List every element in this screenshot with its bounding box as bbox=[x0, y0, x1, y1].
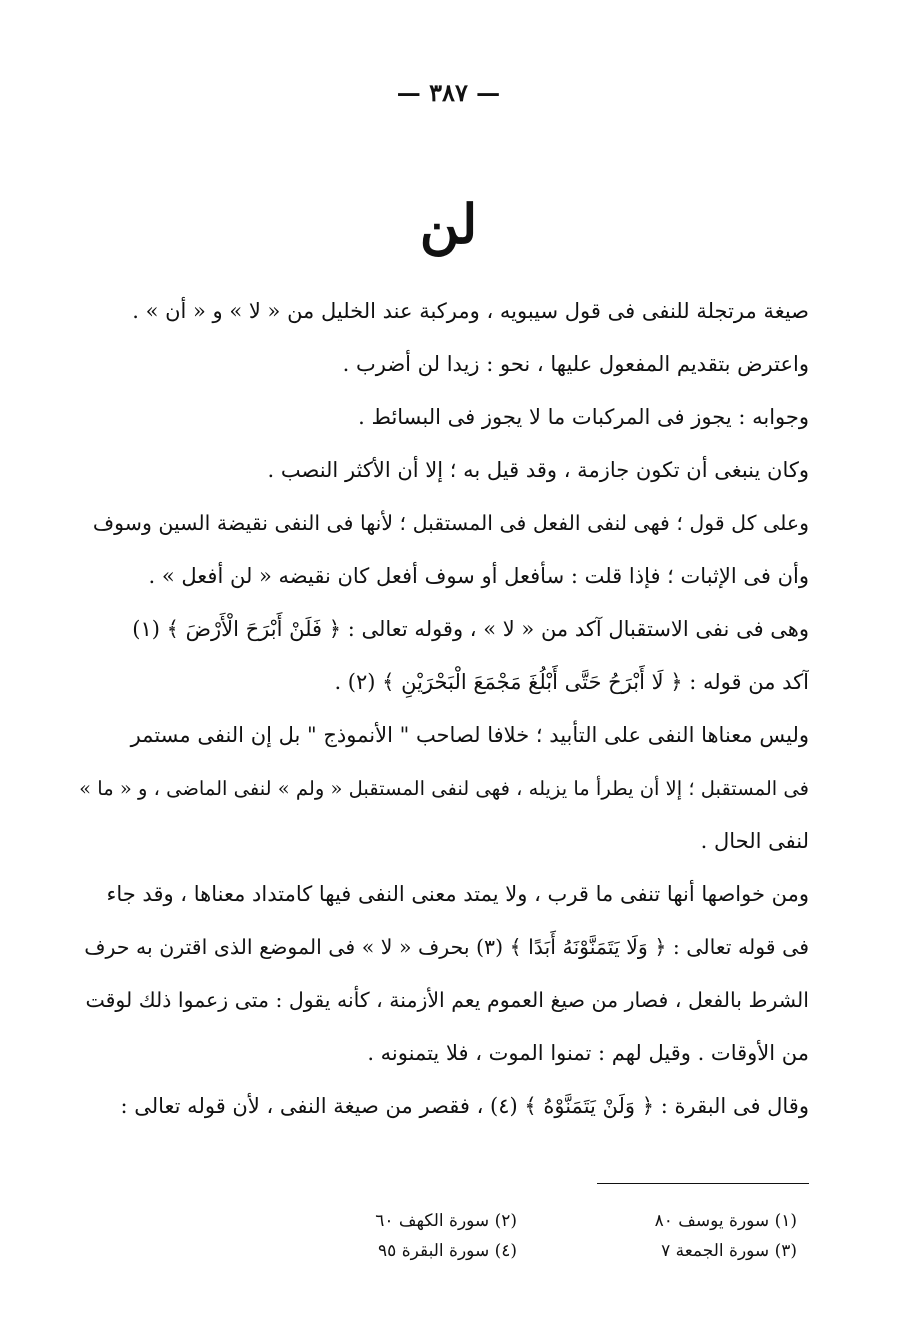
paragraph bbox=[79, 391, 809, 444]
footnote: (٤) سورة البقرة ٩٥ bbox=[378, 1241, 517, 1261]
paragraph bbox=[79, 285, 809, 338]
paragraph bbox=[79, 603, 809, 709]
text-line: وأن فى الإثبات ؛ فإذا قلت : سأفعل أو سوف أفعل كان نقيضه « لن أفعل » . bbox=[148, 564, 809, 588]
text-line: وعلى كل قول ؛ فهى لنفى الفعل فى المستقبل ؛ لأنها فى النفى نقيضة السين وسوف bbox=[92, 511, 809, 535]
body-text bbox=[79, 285, 809, 1133]
paragraph bbox=[79, 1080, 809, 1133]
text-line: فى قوله تعالى : ﴿ وَلَا يَتَمَنَّوْنَهُ أَبَدًا ﴾ (٣) بحرف « لا » فى الموضع الذى اقترن به حرف bbox=[84, 935, 809, 959]
text-line: وهى فى نفى الاستقبال آكد من « لا » ، وقوله تعالى : ﴿ فَلَنْ أَبْرَحَ الْأَرْضَ ﴾ (١) bbox=[132, 617, 809, 641]
text-line: فى المستقبل ؛ إلا أن يطرأ ما يزيله ، فهى لنفى المستقبل « ولم » لنفى الماضى ، و « ما » bbox=[79, 777, 809, 800]
paragraph bbox=[79, 709, 809, 868]
text-line: صيغة مرتجلة للنفى فى قول سيبويه ، ومركبة عند الخليل من « لا » و « أن » . bbox=[132, 299, 809, 323]
footnote-row bbox=[277, 1206, 797, 1236]
text-line: وقال فى البقرة : ﴿ وَلَنْ يَتَمَنَّوْهُ ﴾ (٤) ، فقصر من صيغة النفى ، لأن قوله تعالى : bbox=[120, 1094, 809, 1118]
paragraph bbox=[79, 497, 809, 603]
text-line: وكان ينبغى أن تكون جازمة ، وقد قيل به ؛ إلا أن الأكثر النصب . bbox=[267, 458, 809, 482]
text-line: واعترض بتقديم المفعول عليها ، نحو : زيدا لن أضرب . bbox=[342, 352, 809, 376]
paragraph bbox=[79, 868, 809, 1080]
text-line: الشرط بالفعل ، فصار من صيغ العموم يعم الأزمنة ، كأنه يقول : متى زعموا ذلك لوقت bbox=[85, 988, 809, 1012]
text-line: آكد من قوله : ﴿ لَا أَبْرَحُ حَتَّى أَبْلُغَ مَجْمَعَ الْبَحْرَيْنِ ﴾ (٢) . bbox=[334, 670, 809, 694]
page-number: — ٣٨٧ — bbox=[396, 78, 501, 107]
section-heading: لن bbox=[419, 192, 478, 256]
text-line: وجوابه : يجوز فى المركبات ما لا يجوز فى البسائط . bbox=[358, 405, 809, 429]
footnote: (٢) سورة الكهف ٦٠ bbox=[375, 1211, 517, 1231]
paragraph bbox=[79, 444, 809, 497]
footnotes bbox=[277, 1206, 797, 1266]
text-line: لنفى الحال . bbox=[700, 829, 809, 853]
footnote: (١) سورة يوسف ٨٠ bbox=[654, 1211, 797, 1231]
footnote-separator bbox=[597, 1183, 809, 1184]
footnote: (٣) سورة الجمعة ٧ bbox=[661, 1241, 797, 1261]
text-line: وليس معناها النفى على التأبيد ؛ خلافا لصاحب " الأنموذج " بل إن النفى مستمر bbox=[130, 723, 809, 747]
text-line: من الأوقات . وقيل لهم : تمنوا الموت ، فلا يتمنونه . bbox=[367, 1041, 809, 1065]
text-line: ومن خواصها أنها تنفى ما قرب ، ولا يمتد معنى النفى فيها كامتداد معناها ، وقد جاء bbox=[106, 882, 809, 906]
footnote-row bbox=[277, 1236, 797, 1266]
paragraph bbox=[79, 338, 809, 391]
